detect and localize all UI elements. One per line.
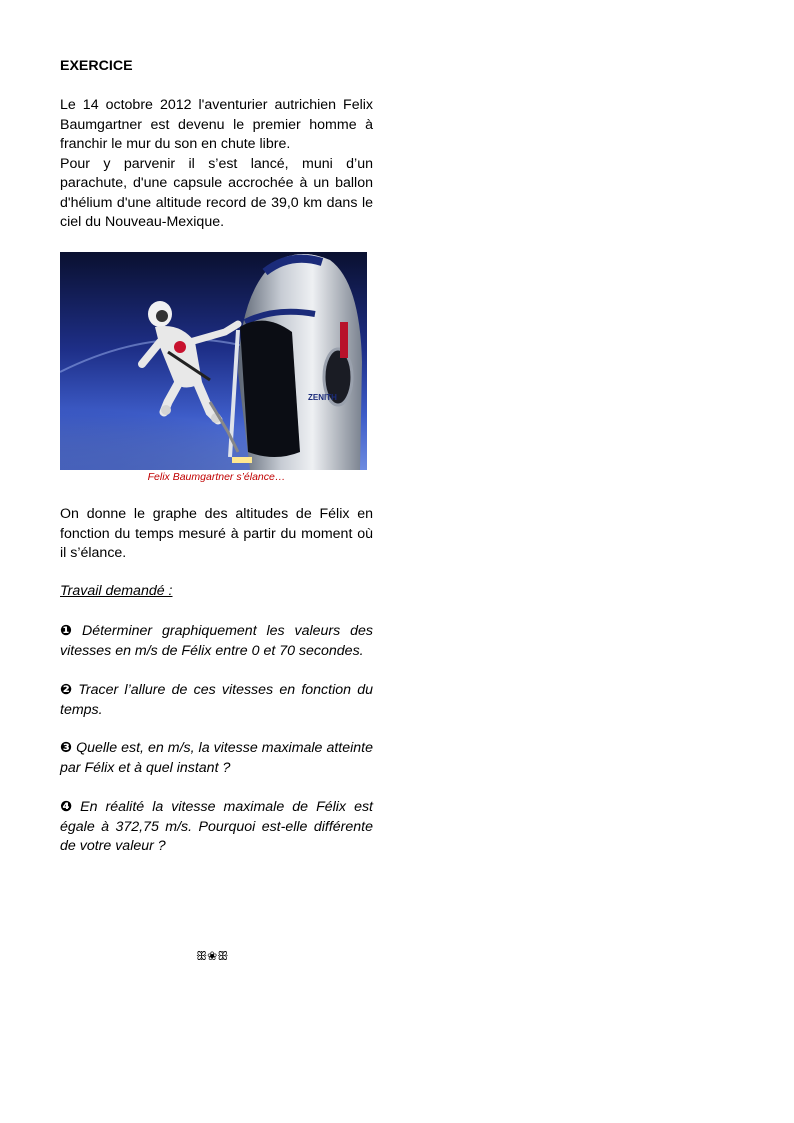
question-text: En réalité la vitesse maximale de Félix est égale à 372,75 m/s. Pourquoi est-elle différente de votre valeur ? (60, 799, 374, 854)
question-4 (60, 798, 373, 857)
task-title: Travail demandé : (60, 583, 173, 599)
question-3 (60, 739, 373, 778)
question-1 (60, 622, 373, 661)
exercise-title: EXERCICE (60, 58, 133, 74)
intro-paragraph-2: Pour y parvenir il s’est lancé, muni d’un parachute, d'une capsule accrochée à un ballon d'hélium d'une altitude record de 39,0 km dans le ciel du Nouveau-Mexique. (60, 155, 373, 230)
intro-text (60, 96, 373, 233)
graph-intro-text: On donne le graphe des altitudes de Félix en fonction du temps mesuré à partir du moment où il s’élance. (60, 506, 373, 561)
question-text: Quelle est, en m/s, la vitesse maximale atteinte par Félix et à quel instant ? (60, 740, 373, 776)
photo-caption: Felix Baumgartner s’élance… (147, 471, 286, 483)
question-number: ❹ (60, 799, 77, 815)
photo-illustration (60, 252, 367, 470)
baumgartner-photo (60, 252, 367, 470)
question-number: ❶ (60, 623, 78, 639)
question-text: Déterminer graphiquement les valeurs des vitesses en m/s de Félix entre 0 et 70 secondes. (60, 623, 373, 659)
capsule-brand: ZENITH (308, 393, 337, 402)
intro-paragraph-1: Le 14 octobre 2012 l'aventurier autrichien Felix Baumgartner est devenu le premier homme à franchir le mur du son en chute libre. (60, 97, 373, 152)
question-number: ❸ (60, 740, 73, 756)
question-text: Tracer l’allure de ces vitesses en fonction du temps. (60, 682, 373, 718)
question-number: ❷ (60, 682, 75, 698)
question-2 (60, 681, 373, 720)
ornament-divider: ꕥ❀ꕥ (196, 949, 229, 963)
